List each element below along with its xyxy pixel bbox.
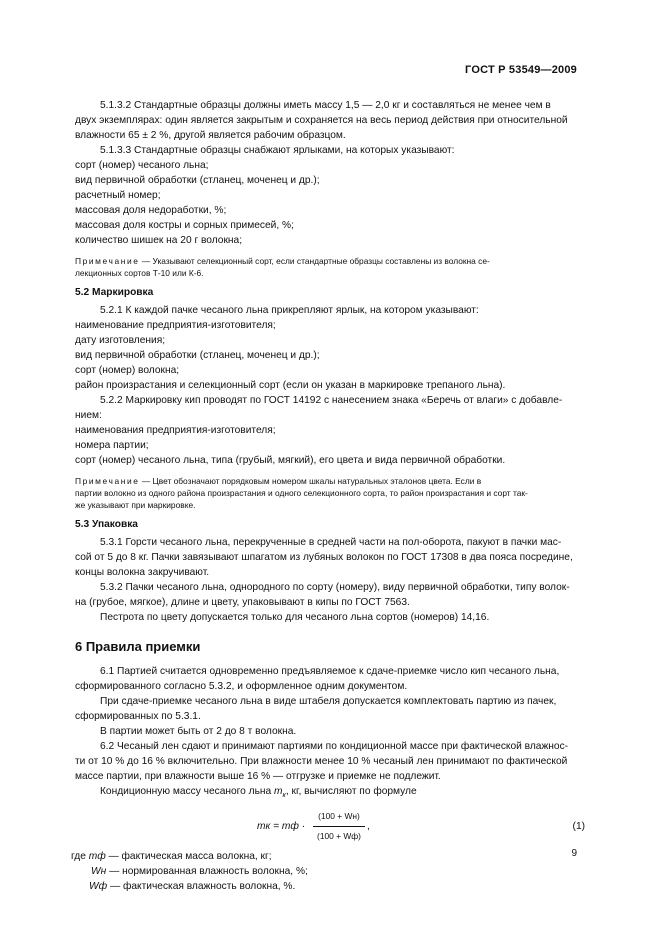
symbol-definitions	[71, 849, 585, 894]
label-list	[75, 158, 585, 248]
list-item: сорт (номер) чесаного льна;	[75, 160, 209, 171]
marking-list	[75, 318, 585, 393]
definition-symbol: Wн	[91, 866, 107, 878]
symbol-mk: $m_к$	[274, 786, 286, 800]
paragraph-6-2: 6.2 Чесаный лен сдают и принимают партиями по кондиционной массе при фактической влажнос-	[100, 741, 569, 752]
definition-text: — фактическая масса волокна, кг;	[105, 851, 272, 863]
paragraph-line: При сдаче-приемке чесаного льна в виде штабеля допускается комплектовать партию из пачек,	[100, 696, 557, 707]
paragraph-5-3-2: 5.3.2 Пачки чесаного льна, однородного по сорту (номеру), виду первичной обработки, типу волок-	[100, 582, 570, 593]
paragraph-line: сформированных по 5.3.1.	[75, 711, 201, 722]
paragraph-line	[75, 784, 585, 803]
definition-text: — нормированная влажность волокна, %;	[106, 866, 308, 878]
paragraph-line: на (грубое, мягкое), длине и цвету, упаковывают в кипы по ГОСТ 7563.	[75, 597, 410, 608]
paragraph-5-2-2: 5.2.2 Маркировку кип проводят по ГОСТ 14192 с нанесением знака «Беречь от влаги» с добавле-	[100, 395, 563, 406]
formula-1	[75, 807, 585, 847]
note-text: лекционных сортов Т-10 или К-6.	[75, 268, 204, 278]
list-item: массовая доля недоработки, %;	[75, 205, 227, 216]
note-text: партии волокно из одного района произрастания и одного селекционного сорта, то район произрастания и сорт так-	[75, 488, 528, 498]
list-item: массовая доля костры и сорных примесей, %;	[75, 220, 294, 231]
paragraph-line: сформированного согласно 5.3.2, и оформленное одним документом.	[75, 681, 408, 692]
list-item: наименование предприятия-изготовителя;	[75, 320, 276, 331]
list-item: количество шишек на 20 г волокна;	[75, 235, 243, 246]
standard-code: ГОСТ Р 53549—2009	[465, 64, 577, 76]
text-run: , кг, вычисляют по формуле	[285, 786, 417, 797]
formula-numerator: (100 + Wн)	[313, 809, 365, 827]
formula-denominator: (100 + Wф)	[317, 831, 361, 842]
note-label: Примечание	[75, 476, 140, 486]
list-item: наименования предприятия-изготовителя;	[75, 425, 276, 436]
paragraph-5-1-3-2	[75, 98, 585, 113]
list-item: сорт (номер) волокна;	[75, 365, 180, 376]
paragraph-line: концы волокна закручивают.	[75, 567, 210, 578]
formula-fraction	[313, 809, 365, 844]
bale-marking-list	[75, 423, 585, 468]
section-5-3-heading: 5.3 Упаковка	[75, 519, 138, 530]
note-text: — Цвет обозначают порядковым номером шкалы натуральных эталонов цвета. Если в	[139, 476, 482, 486]
page-content	[71, 98, 585, 894]
note-1	[75, 255, 585, 279]
list-item: дату изготовления;	[75, 335, 166, 346]
formula-lhs: mк = mф ·	[257, 821, 306, 833]
definition-symbol: Wф	[89, 881, 108, 893]
list-item: сорт (номер) чесаного льна, типа (грубый, мягкий), его цвета и вида первичной обработки.	[75, 455, 506, 466]
paragraph-line: В партии может быть от 2 до 8 т волокна.	[100, 726, 297, 737]
note-text: — Указывают селекционный сорт, если стандартные образцы составлены из волокна се-	[139, 256, 490, 266]
list-item: вид первичной обработки (стланец, моченец и др.);	[75, 175, 320, 186]
note-text: же указывают при маркировке.	[75, 500, 196, 510]
paragraph-line: массе партии, при влажности выше 16 % — отгрузке и приемке не подлежит.	[75, 771, 441, 782]
text-run: Кондиционную массу чесаного льна	[100, 786, 275, 797]
list-item: расчетный номер;	[75, 190, 161, 201]
paragraph-6-1: 6.1 Партией считается одновременно предъявляемое к сдаче-приемке число кип чесаного льна,	[100, 666, 560, 677]
list-item: вид первичной обработки (стланец, моченец и др.);	[75, 350, 320, 361]
note-label: Примечание	[75, 256, 140, 266]
section-6-heading: 6 Правила приемки	[75, 639, 201, 654]
paragraph-5-3-1: 5.3.1 Горсти чесаного льна, перекрученные в средней части на пол-оборота, пакуют в пачки мас-	[100, 537, 562, 548]
definition-item	[71, 849, 585, 864]
paragraph-line: сой от 5 до 8 кг. Пачки завязывают шпагатом из лубяных волокон по ГОСТ 17308 в два пояса посредине,	[75, 552, 573, 563]
formula-number: (1)	[572, 821, 585, 833]
paragraph-line: ти от 10 % до 16 % включительно. При влажности менее 10 % чесаный лен принимают по фактической	[75, 756, 568, 767]
note-2	[75, 475, 585, 511]
paragraph-5-1-3-3: 5.1.3.3 Стандартные образцы снабжают ярлыками, на которых указывают:	[100, 145, 455, 156]
list-item: номера партии;	[75, 440, 149, 451]
paragraph-line: нием:	[75, 410, 102, 421]
paragraph-5-2-1: 5.2.1 К каждой пачке чесаного льна прикрепляют ярлык, на котором указывают:	[100, 305, 479, 316]
page-number: 9	[571, 848, 577, 859]
text-line: 5.1.3.2 Стандартные образцы должны иметь массу 1,5 — 2,0 кг и составляться не менее чем в	[100, 100, 551, 111]
formula-tail: ,	[367, 821, 370, 833]
definition-item	[75, 864, 585, 879]
paragraph-line: двух экземплярах: один является закрытым и сохраняется на весь период действия при относительной	[75, 115, 568, 126]
list-item: район произрастания и селекционный сорт (если он указан в маркировке трепаного льна).	[75, 380, 506, 391]
paragraph-line: Пестрота по цвету допускается только для чесаного льна сортов (номеров) 14,16.	[100, 612, 490, 623]
definition-prefix: где	[71, 851, 89, 863]
paragraph-line: влажности 65 ± 2 %, другой является рабочим образцом.	[75, 130, 346, 141]
definition-item	[75, 879, 585, 894]
definition-text: — фактическая влажность волокна, %.	[107, 881, 296, 893]
section-5-2-heading: 5.2 Маркировка	[75, 287, 154, 298]
definition-symbol: mф	[88, 851, 106, 863]
